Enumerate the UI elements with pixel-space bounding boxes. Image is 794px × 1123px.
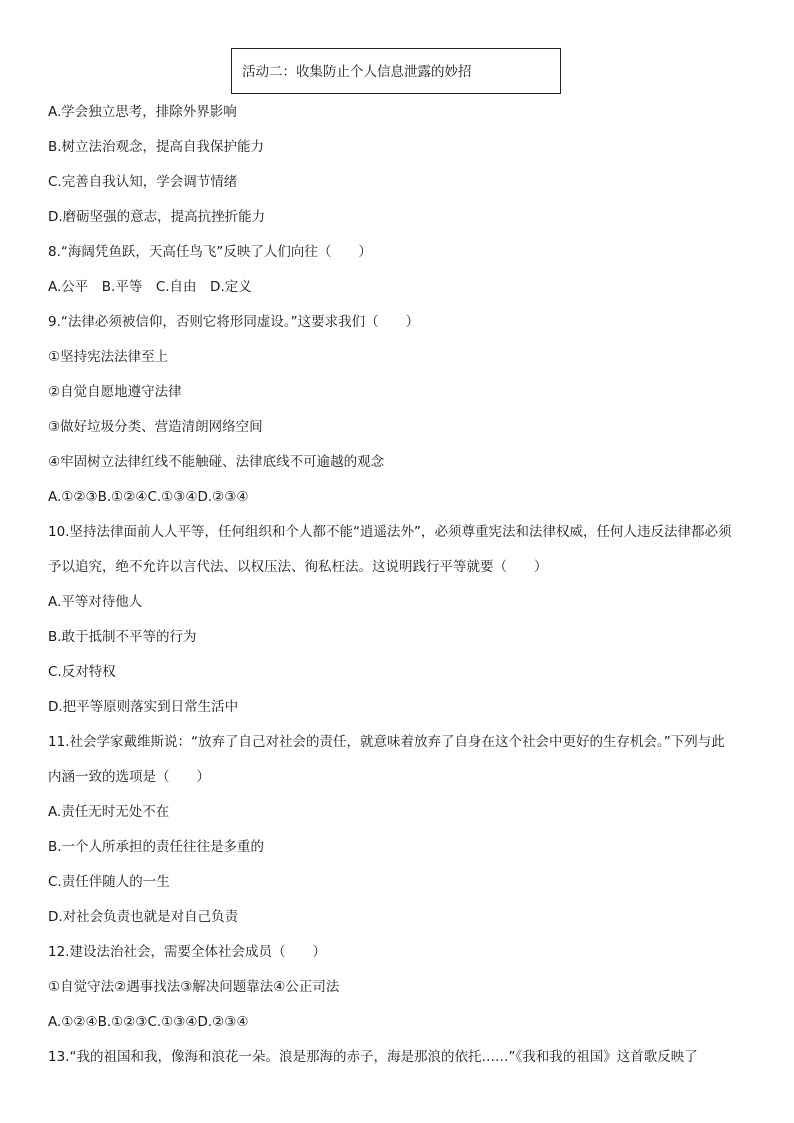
statement-2: ②自觉自愿地遵守法律 (48, 384, 182, 400)
question-10-line-2: 予以追究，绝不允许以言代法、以权压法、徇私枉法。这说明践行平等就要（ ） (48, 559, 548, 575)
statement-4: ④牢固树立法律红线不能触碰、法律底线不可逾越的观念 (48, 454, 385, 470)
option-c: C.完善自我认知，学会调节情绪 (48, 174, 238, 190)
option-a: A.平等对待他人 (48, 594, 143, 610)
question-12-statements: ①自觉守法②遇事找法③解决问题靠法④公正司法 (48, 979, 340, 995)
question-11-line-2: 内涵一致的选项是（ ） (48, 769, 210, 785)
question-8-options: A.公平 B.平等 C.自由 D.定义 (48, 279, 252, 295)
option-c: C.反对特权 (48, 664, 116, 680)
option-d: D.磨砺坚强的意志，提高抗挫折能力 (48, 209, 266, 225)
question-12-options: A.①②④B.①②③C.①③④D.②③④ (48, 1014, 249, 1030)
option-d: D.把平等原则落实到日常生活中 (48, 699, 239, 715)
option-b: B.一个人所承担的责任往往是多重的 (48, 839, 265, 855)
question-11-line-1: 11.社会学家戴维斯说：“放弃了自己对社会的责任，就意味着放弃了自身在这个社会中更好的生存机会。”下列与此 (48, 734, 725, 750)
question-9: 9.“法律必须被信仰，否则它将形同虚设。”这要求我们（ ） (48, 314, 420, 330)
question-12: 12.建设法治社会，需要全体社会成员（ ） (48, 944, 326, 960)
question-9-options: A.①②③B.①②④C.①③④D.②③④ (48, 489, 249, 505)
option-b: B.树立法治观念，提高自我保护能力 (48, 139, 265, 155)
option-d: D.对社会负责也就是对自己负责 (48, 909, 239, 925)
option-b: B.敢于抵制不平等的行为 (48, 629, 197, 645)
statement-1: ①坚持宪法法律至上 (48, 349, 169, 365)
option-c: C.责任伴随人的一生 (48, 874, 170, 890)
question-8: 8.“海阔凭鱼跃，天高任鸟飞”反映了人们向往（ ） (48, 244, 372, 260)
activity-title-box: 活动二：收集防止个人信息泄露的妙招 (231, 48, 561, 94)
question-13: 13.“我的祖国和我，像海和浪花一朵。浪是那海的赤子，海是那浪的依托……”《我和我的祖国》这首歌反映了 (48, 1049, 698, 1065)
statement-3: ③做好垃圾分类、营造清朗网络空间 (48, 419, 263, 435)
option-a: A.责任无时无处不在 (48, 804, 170, 820)
question-10-line-1: 10.坚持法律面前人人平等，任何组织和个人都不能“逍遥法外”，必须尊重宪法和法律权威，任何人违反法律都必须 (48, 524, 732, 540)
option-a: A.学会独立思考，排除外界影响 (48, 104, 237, 120)
